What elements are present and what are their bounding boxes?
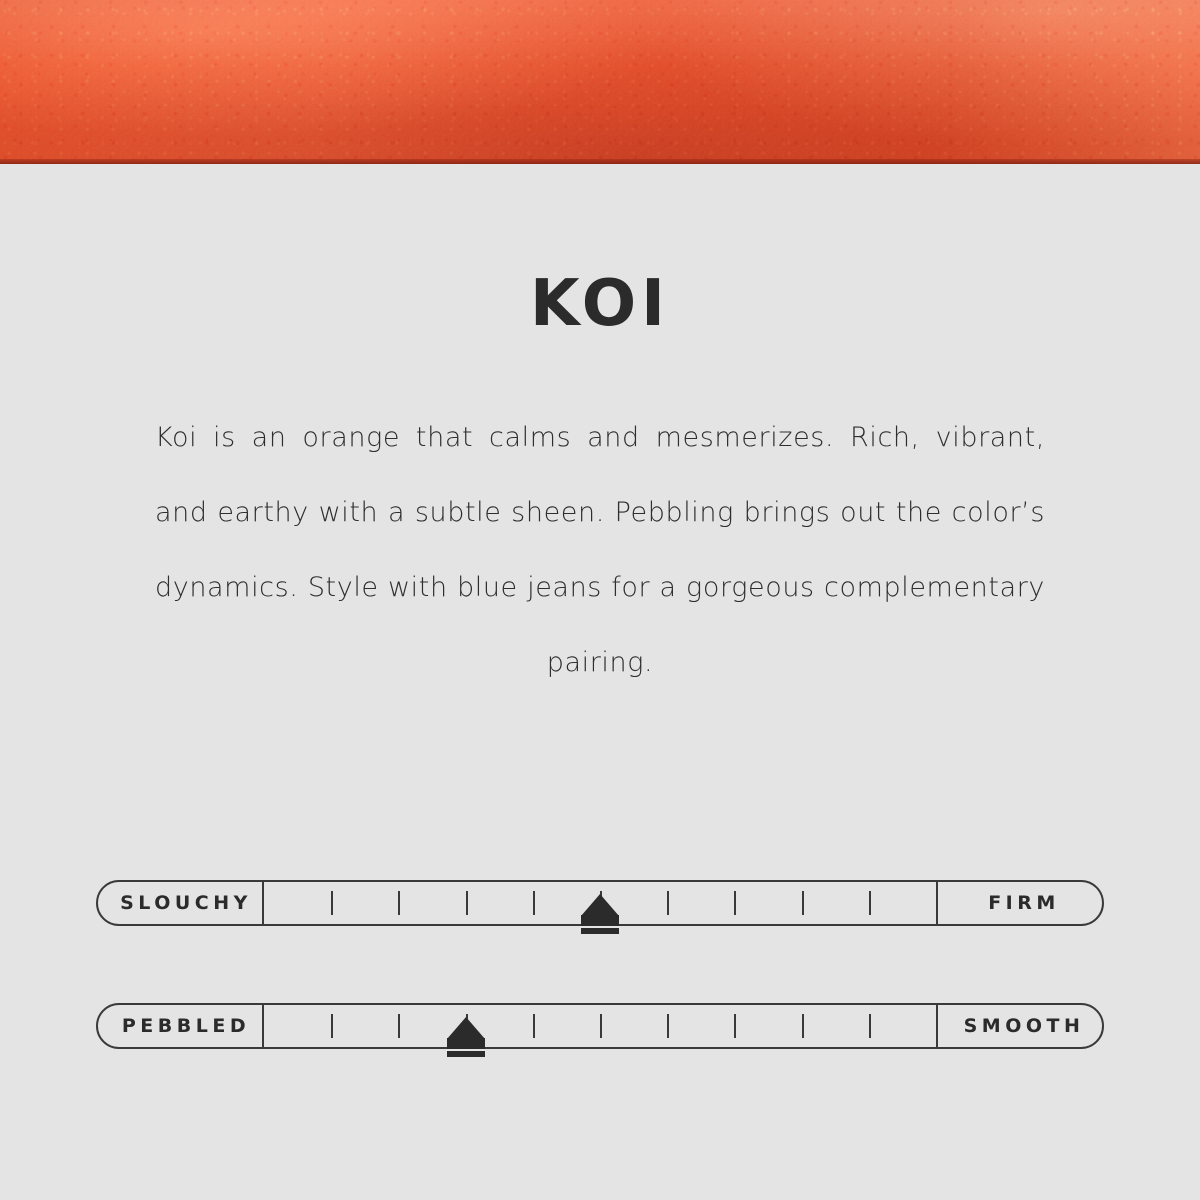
scale-tick xyxy=(600,1014,602,1038)
leather-sheen-overlay xyxy=(0,0,1200,164)
marker-foot xyxy=(581,928,619,934)
swatch-bottom-edge xyxy=(0,159,1200,164)
scale-tick xyxy=(667,891,669,915)
marker-foot xyxy=(447,1051,485,1057)
scale-tick xyxy=(869,1014,871,1038)
scale-tick xyxy=(398,891,400,915)
attribute-scales xyxy=(0,880,1200,1049)
marker-body xyxy=(581,915,619,926)
scale-left-label: PEBBLED xyxy=(96,1003,264,1049)
scale-tick xyxy=(802,1014,804,1038)
marker-head-icon xyxy=(447,1017,485,1039)
scale-tick xyxy=(802,891,804,915)
scale-tick xyxy=(466,891,468,915)
marker-head-icon xyxy=(581,894,619,916)
scale-marker[interactable] xyxy=(447,1017,485,1063)
scale-tick xyxy=(533,891,535,915)
marker-body xyxy=(447,1038,485,1049)
scale-tick xyxy=(331,1014,333,1038)
color-description: Koi is an orange that calms and mesmerizes. Rich, vibrant, and earthy with a subtle sheen. Pebbling brings out the color’s dynamics. Style with blue jeans for a gorgeous complementary pairing. xyxy=(155,422,1045,678)
scale-tick xyxy=(734,1014,736,1038)
scale-left-label: SLOUCHY xyxy=(96,880,264,926)
scale-tick xyxy=(533,1014,535,1038)
scale-tick xyxy=(331,891,333,915)
scale-tick xyxy=(398,1014,400,1038)
scale-marker[interactable] xyxy=(581,894,619,940)
koi-leather-swatch xyxy=(0,0,1200,164)
scale-ticks xyxy=(264,1003,936,1049)
scale-tick xyxy=(869,891,871,915)
page-title: KOI xyxy=(530,267,670,341)
scale-tick xyxy=(734,891,736,915)
scale-right-label: FIRM xyxy=(936,880,1104,926)
scale-right-label: SMOOTH xyxy=(936,1003,1104,1049)
scale-texture xyxy=(96,1003,1104,1049)
scale-structure xyxy=(96,880,1104,926)
scale-tick xyxy=(667,1014,669,1038)
